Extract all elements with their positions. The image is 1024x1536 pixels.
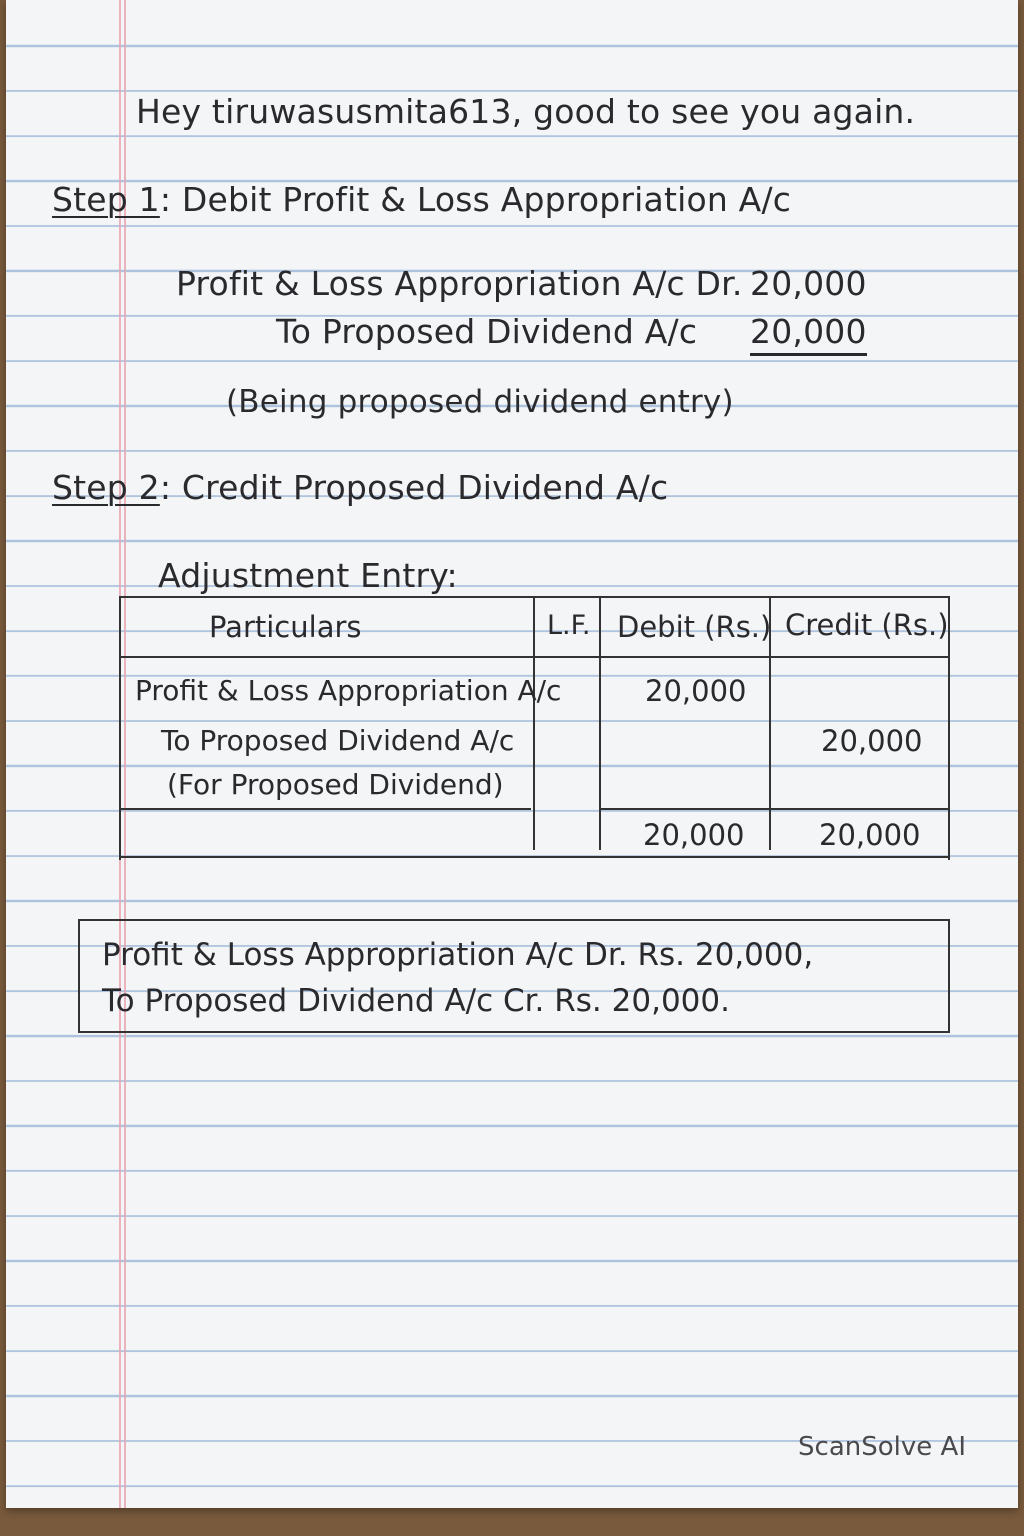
step1-credit-account: To Proposed Dividend A/c: [276, 312, 698, 351]
step1-label: Step 1: [52, 180, 160, 219]
greeting-text: Hey tiruwasusmita613, good to see you again.: [136, 92, 916, 131]
row-credit-account: To Proposed Dividend A/c: [161, 724, 515, 757]
summary-line-1: Profit & Loss Appropriation A/c Dr. Rs. 20,000,: [102, 937, 814, 973]
table-particulars-total-divider: [121, 808, 531, 810]
header-particulars: Particulars: [209, 610, 362, 644]
step1-credit-amount: [738, 312, 869, 351]
adjustment-heading: Adjustment Entry:: [158, 556, 458, 595]
total-credit: 20,000: [819, 818, 921, 852]
step2-heading: [52, 468, 668, 507]
notebook-page: [6, 0, 1018, 1508]
row-narration: (For Proposed Dividend): [167, 768, 504, 801]
table-col-divider-debit: [599, 598, 601, 850]
step1-debit-amount: 20,000: [750, 264, 867, 303]
header-debit: Debit (Rs.): [617, 610, 772, 644]
step1-narration: (Being proposed dividend entry): [226, 384, 734, 420]
brand-watermark: ScanSolve AI: [798, 1432, 966, 1462]
table-col-divider-lf: [533, 598, 535, 850]
header-credit: Credit (Rs.): [785, 608, 949, 642]
summary-line-2: To Proposed Dividend A/c Cr. Rs. 20,000.: [102, 983, 730, 1019]
step2-title: : Credit Proposed Dividend A/c: [159, 468, 669, 507]
row-debit-amount: 20,000: [645, 674, 747, 708]
table-bottom-border: [121, 856, 948, 858]
header-lf: L.F.: [547, 610, 591, 641]
summary-box: [78, 919, 950, 1033]
total-debit: 20,000: [643, 818, 745, 852]
row-credit-amount: 20,000: [821, 724, 923, 758]
step1-heading: [52, 180, 791, 219]
step2-label: Step 2: [52, 468, 160, 507]
row-debit-account: Profit & Loss Appropriation A/c: [135, 674, 562, 707]
table-amount-total-divider: [599, 808, 948, 810]
step1-title: : Debit Profit & Loss Appropriation A/c: [159, 180, 792, 219]
step1-debit-account: Profit & Loss Appropriation A/c Dr.: [176, 264, 743, 303]
step1-credit-amount-value: 20,000: [750, 312, 867, 356]
journal-table: [119, 596, 950, 860]
